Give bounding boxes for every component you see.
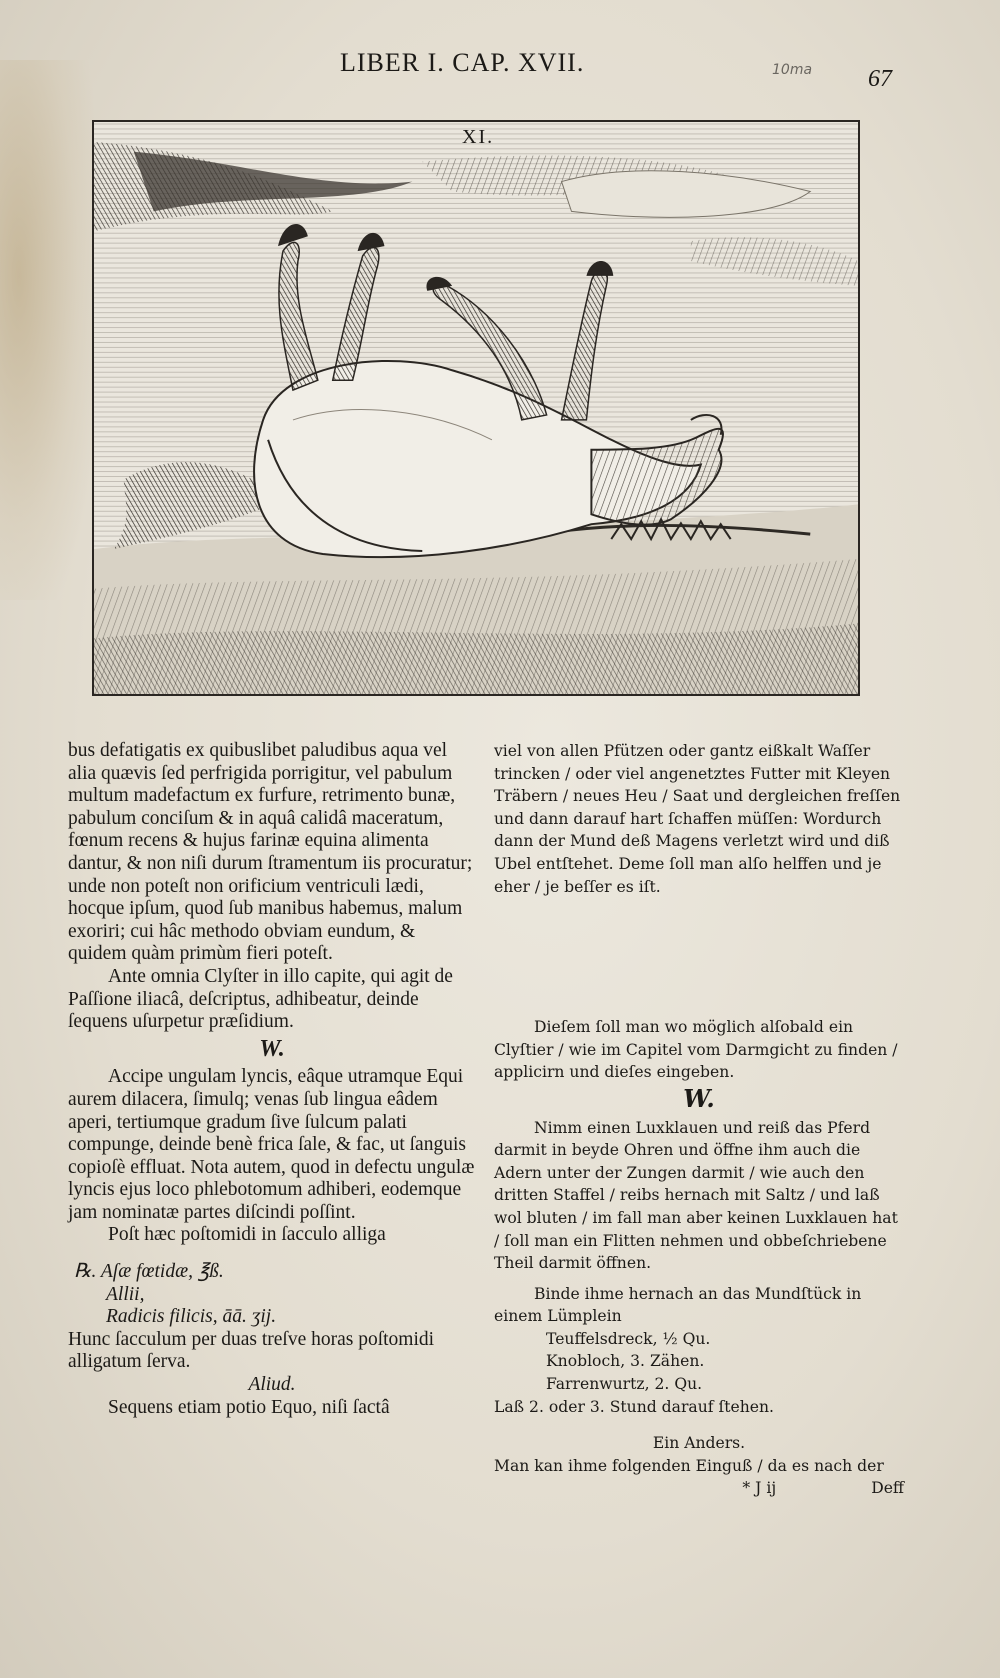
german-ein-anders-heading: Ein Anders. xyxy=(652,1434,746,1453)
latin-recipe-item: ℞. Aſæ fœtidæ, ℥ß. xyxy=(74,1261,224,1283)
german-recipe-item: Teuffelsdreck, ½ Qu. xyxy=(546,1329,711,1348)
german-paragraph-2: Dieſem ſoll man wo möglich alſobald ein Clyſtier / wie im Capitel vom Darmgicht zu finden / applicirn und dieſes eingeben. xyxy=(494,1018,898,1082)
pencil-annotation: 10ma xyxy=(772,62,813,78)
latin-recipe-item: Allii, xyxy=(106,1283,145,1305)
german-paragraph-4: Binde ihme hernach an das Mundſtück in einem Lümplein xyxy=(494,1284,862,1326)
horse-rolling-illustration xyxy=(94,122,858,694)
latin-recipe-item: Radicis filicis, āā. ʒij. xyxy=(106,1306,277,1328)
german-recipe-item: Farrenwurtz, 2. Qu. xyxy=(546,1375,703,1394)
running-header: LIBER I. CAP. XVII. xyxy=(340,48,585,77)
latin-section-heading: W. xyxy=(259,1035,285,1062)
plate-number: XI. xyxy=(462,126,495,148)
latin-paragraph-2: Ante omnia Clyſter in illo capite, qui agit de Paſſione iliacâ, deſcriptus, adhibeatur, deinde ſequens uſurpetur præſidium. xyxy=(68,965,453,1033)
german-paragraph-3: Nimm einen Luxklauen und reiß das Pferd darmit in beyde Ohren und öffne ihm auch die Adern unter der Zungen darmit / wie auch den dritten Staffel / reibs hernach mit Saltz / und laß wol bluten / im fall man aber keinen Luxklauen hat / ſoll man ein Flitten nehmen und obbeſchriebene Theil darmit öffnen. xyxy=(494,1118,898,1273)
catchword: Deff xyxy=(871,1479,904,1498)
german-recipe-list xyxy=(494,1328,904,1396)
german-paragraph-5: Laß 2. oder 3. Stund darauf ſtehen. xyxy=(494,1397,775,1416)
german-column xyxy=(494,740,904,1500)
german-paragraph-1: viel von allen Pfützen oder gantz eißkalt Waſſer trincken / oder viel angenetztes Futter mit Kleyen Träbern / neues Heu / Saat und dergleichen freſſen und dann darauf hart ſchaffen müſſen: Wordurch dann der Mund deß Magens verletzt wird und diß Ubel entſtehet. Deme ſoll man alſo helffen und je eher / je beſſer es iſt. xyxy=(494,742,901,896)
paper-stain xyxy=(0,60,95,600)
german-recipe-item: Knobloch, 3. Zähen. xyxy=(546,1352,705,1371)
engraving-plate xyxy=(92,120,860,696)
signature-mark: * J ij xyxy=(742,1479,777,1498)
latin-aliud-heading: Aliud. xyxy=(248,1374,296,1396)
latin-paragraph-6: Sequens etiam potio Equo, niſi ſactâ xyxy=(108,1396,390,1418)
latin-paragraph-1: bus defatigatis ex quibuslibet paludibus aqua vel alia quævis ſed perfrigida porrigitur, vel pabulum multum madefactum ex furfure, retrimento bunæ, pabulum conciſum & in aquâ calidâ maceratum, fœnum recens & hujus farinæ equina alimenta dantur, & non niſi durum ſtramentum iis procuratur; unde non poteſt non orificium ventriculi lædi, hocque ipſum, quod ſub manibus habemus, malum exoriri; cui hâc methodo obviam eundum, & quidem quàm primùm fieri poteſt. xyxy=(68,740,473,965)
german-section-heading: W. xyxy=(683,1083,715,1113)
german-paragraph-6: Man kan ihme folgenden Einguß / da es nach der xyxy=(494,1456,884,1475)
latin-paragraph-4: Poſt hæc poſtomidi in ſacculo alliga xyxy=(108,1224,386,1246)
latin-paragraph-3: Accipe ungulam lyncis, eâque utramque Equi aurem dilacera, ſimulq; venas ſub lingua eâdem aperi, tertiumque gradum ſive ſulcum palati compunge, deinde benè frica ſale, & fac, ut ſanguis copioſè effluat. Nota autem, quod in defectu ungulæ lyncis ejus loco phlebotomum adhiberi, eodemque jam nominatæ partes diſcindi poſſint. xyxy=(68,1066,475,1223)
page-number: 67 xyxy=(868,66,892,92)
latin-column xyxy=(68,740,476,1419)
latin-paragraph-5: Hunc ſacculum per duas treſve horas poſtomidi alligatum ſerva. xyxy=(68,1328,435,1373)
signature-and-catchword xyxy=(494,1477,904,1500)
latin-recipe-list xyxy=(68,1261,476,1329)
